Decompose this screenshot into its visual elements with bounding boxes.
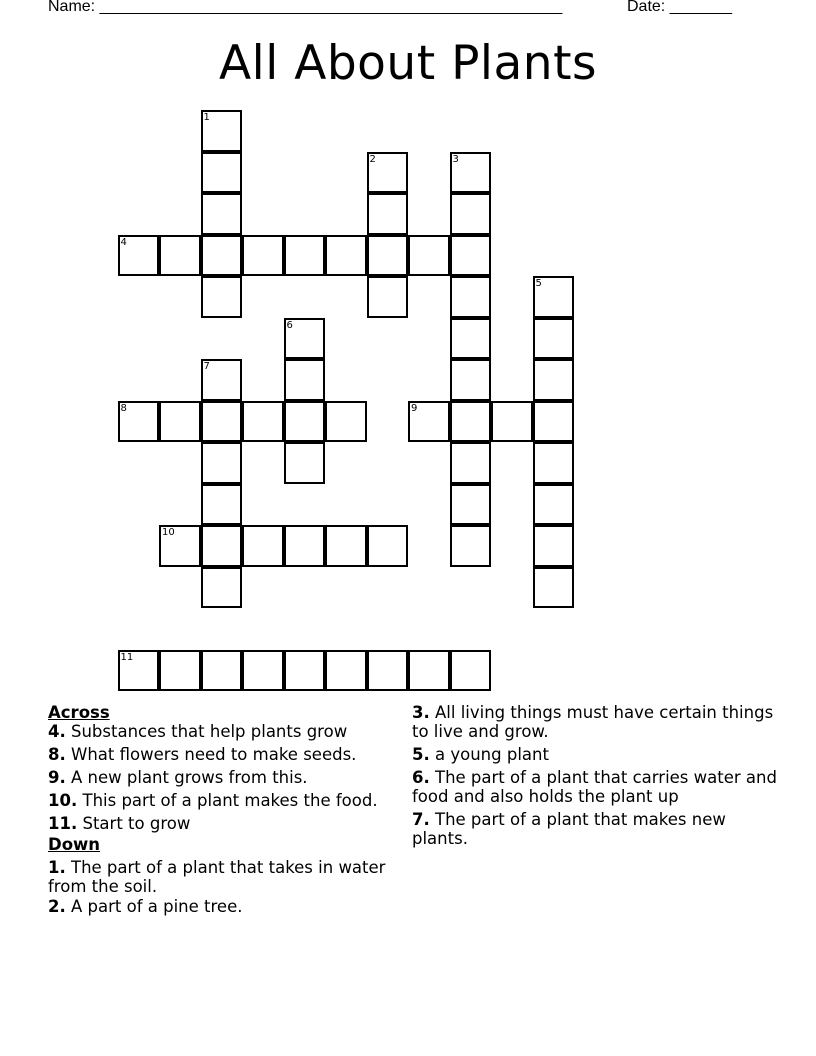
clue-number: 4. <box>48 722 66 741</box>
crossword-cell[interactable] <box>284 401 326 443</box>
clue-down-1 <box>48 858 393 896</box>
cell-number: 6 <box>286 319 293 331</box>
clues-left-column <box>48 703 393 920</box>
clue-text: This part of a plant makes the food. <box>82 791 378 810</box>
crossword-cell[interactable] <box>159 650 201 692</box>
cell-number: 3 <box>452 153 459 165</box>
clue-down-7 <box>412 810 777 848</box>
crossword-cell-7[interactable] <box>201 359 243 401</box>
clue-across-4 <box>48 722 393 741</box>
crossword-cell[interactable] <box>201 235 243 277</box>
crossword-cell[interactable] <box>450 276 492 318</box>
cell-number: 9 <box>411 402 418 414</box>
cell-number: 10 <box>162 527 175 538</box>
down-heading: Down <box>48 835 101 854</box>
crossword-cell-3[interactable] <box>450 152 492 194</box>
crossword-cell[interactable] <box>284 235 326 277</box>
clue-number: 5. <box>412 745 430 764</box>
crossword-cell-5[interactable] <box>533 276 575 318</box>
crossword-cell[interactable] <box>284 650 326 692</box>
crossword-cell-1[interactable] <box>201 110 243 152</box>
clue-across-9 <box>48 768 393 787</box>
crossword-cell[interactable] <box>201 525 243 567</box>
clue-down-3 <box>412 703 777 741</box>
date-line: Date: _______ <box>627 0 732 15</box>
clue-text: A new plant grows from this. <box>71 768 308 787</box>
crossword-cell[interactable] <box>533 401 575 443</box>
crossword-cell[interactable] <box>408 650 450 692</box>
clue-text: a young plant <box>435 745 549 764</box>
crossword-cell[interactable] <box>325 525 367 567</box>
cell-number: 4 <box>120 236 127 248</box>
clue-down-6 <box>412 768 777 806</box>
across-clue-list <box>48 722 393 833</box>
crossword-cell-9[interactable] <box>408 401 450 443</box>
crossword-cell[interactable] <box>450 193 492 235</box>
name-line: Name: ____________________________________________________ <box>48 0 563 15</box>
crossword-cell[interactable] <box>450 442 492 484</box>
clue-across-11 <box>48 814 393 833</box>
crossword-cell[interactable] <box>367 276 409 318</box>
clue-across-8 <box>48 745 393 764</box>
crossword-cell[interactable] <box>450 484 492 526</box>
crossword-cell[interactable] <box>325 235 367 277</box>
clue-number: 10. <box>48 791 78 810</box>
crossword-cell[interactable] <box>533 525 575 567</box>
clue-number: 9. <box>48 768 66 787</box>
crossword-cell[interactable] <box>242 525 284 567</box>
crossword-cell-10[interactable] <box>159 525 201 567</box>
down-clue-list-left <box>48 858 393 916</box>
crossword-cell[interactable] <box>533 567 575 609</box>
crossword-cell[interactable] <box>201 484 243 526</box>
clue-number: 7. <box>412 810 430 829</box>
crossword-cell[interactable] <box>242 235 284 277</box>
clue-number: 8. <box>48 745 66 764</box>
clue-number: 6. <box>412 768 430 787</box>
clue-text: What flowers need to make seeds. <box>71 745 357 764</box>
crossword-cell[interactable] <box>367 650 409 692</box>
crossword-cell[interactable] <box>242 401 284 443</box>
clue-text: The part of a plant that carries water and food and also holds the plant up <box>412 768 777 806</box>
crossword-cell[interactable] <box>159 401 201 443</box>
crossword-cell[interactable] <box>450 235 492 277</box>
crossword-cell[interactable] <box>450 359 492 401</box>
clue-number: 1. <box>48 858 66 877</box>
crossword-cell[interactable] <box>201 152 243 194</box>
crossword-cell[interactable] <box>159 235 201 277</box>
clue-down-2 <box>48 897 393 916</box>
crossword-cell[interactable] <box>284 442 326 484</box>
crossword-cell-2[interactable] <box>367 152 409 194</box>
clue-across-10 <box>48 791 393 810</box>
crossword-cell[interactable] <box>201 442 243 484</box>
crossword-cell[interactable] <box>242 650 284 692</box>
crossword-cell-4[interactable] <box>118 235 160 277</box>
crossword-cell[interactable] <box>325 401 367 443</box>
clue-number: 11. <box>48 814 78 833</box>
crossword-cell[interactable] <box>201 401 243 443</box>
clue-text: The part of a plant that takes in water from the soil. <box>48 858 386 896</box>
clue-text: All living things must have certain things to live and grow. <box>412 703 774 741</box>
crossword-cell[interactable] <box>367 235 409 277</box>
clue-down-5 <box>412 745 777 764</box>
crossword-cell[interactable] <box>284 359 326 401</box>
crossword-cell[interactable] <box>284 525 326 567</box>
cell-number: 7 <box>203 361 210 372</box>
clue-number: 2. <box>48 897 66 916</box>
cell-number: 5 <box>535 278 542 289</box>
clue-text: Substances that help plants grow <box>71 722 348 741</box>
clue-text: Start to grow <box>82 814 191 833</box>
crossword-cell[interactable] <box>450 525 492 567</box>
crossword-cell[interactable] <box>533 359 575 401</box>
crossword-cell[interactable] <box>367 193 409 235</box>
cell-number: 8 <box>120 402 127 414</box>
crossword-cell-11[interactable] <box>118 650 160 692</box>
crossword-cell[interactable] <box>450 318 492 360</box>
across-heading: Across <box>48 703 110 722</box>
crossword-cell[interactable] <box>450 650 492 692</box>
crossword-cell[interactable] <box>533 484 575 526</box>
crossword-cell[interactable] <box>201 276 243 318</box>
cell-number: 11 <box>120 651 134 663</box>
cell-number: 2 <box>369 153 376 165</box>
crossword-cell[interactable] <box>367 525 409 567</box>
crossword-cell[interactable] <box>201 567 243 609</box>
crossword-cell-6[interactable] <box>284 318 326 360</box>
clue-text: A part of a pine tree. <box>71 897 243 916</box>
crossword-cell-8[interactable] <box>118 401 160 443</box>
cell-number: 1 <box>203 112 210 123</box>
crossword-cell[interactable] <box>201 650 243 692</box>
crossword-cell[interactable] <box>533 442 575 484</box>
crossword-cell[interactable] <box>408 235 450 277</box>
crossword-cell[interactable] <box>533 318 575 360</box>
clues-right-column <box>412 703 777 852</box>
crossword-cell[interactable] <box>325 650 367 692</box>
crossword-cell[interactable] <box>201 193 243 235</box>
crossword-cell[interactable] <box>491 401 533 443</box>
clue-number: 3. <box>412 703 430 722</box>
page-title: All About Plants <box>218 36 597 91</box>
clue-text: The part of a plant that makes new plants. <box>412 810 726 848</box>
crossword-cell[interactable] <box>450 401 492 443</box>
